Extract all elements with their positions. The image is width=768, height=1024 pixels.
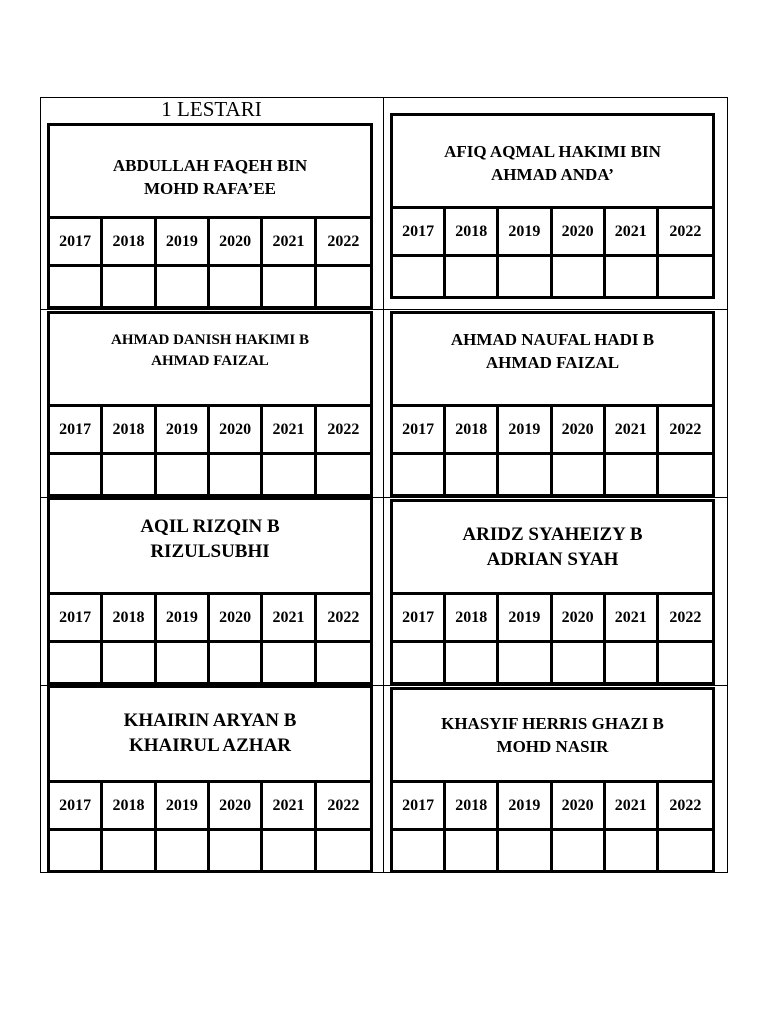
year-label: 2017 (50, 219, 103, 267)
year-grid (50, 216, 370, 306)
year-mark-box (606, 455, 659, 494)
year-label: 2021 (263, 595, 316, 643)
year-label: 2022 (659, 595, 712, 643)
year-label: 2019 (157, 219, 210, 267)
year-mark-box (606, 643, 659, 682)
year-label: 2018 (103, 595, 156, 643)
year-grid (50, 592, 370, 682)
year-mark-box (446, 643, 499, 682)
year-grid (50, 780, 370, 870)
year-mark-box (103, 643, 156, 682)
student-name (393, 690, 712, 780)
year-label: 2020 (553, 595, 606, 643)
year-mark-box (263, 267, 316, 306)
year-label: 2017 (393, 209, 446, 257)
year-mark-box (606, 831, 659, 870)
year-label: 2017 (393, 407, 446, 455)
student-card (47, 311, 373, 497)
year-mark-box (446, 455, 499, 494)
year-label: 2017 (50, 783, 103, 831)
student-name (50, 126, 370, 216)
year-label: 2019 (499, 783, 552, 831)
year-mark-box (50, 267, 103, 306)
student-card (47, 685, 373, 873)
year-label: 2018 (103, 783, 156, 831)
student-name-line2: AHMAD FAIZAL (151, 353, 269, 369)
year-mark-box (553, 257, 606, 296)
year-mark-box (553, 455, 606, 494)
year-label: 2021 (606, 595, 659, 643)
year-mark-box (659, 455, 712, 494)
year-label: 2020 (210, 783, 263, 831)
year-label: 2022 (659, 209, 712, 257)
year-mark-box (263, 455, 316, 494)
student-name (393, 502, 712, 592)
year-mark-box (499, 643, 552, 682)
student-name-line2: RIZULSUBHI (150, 541, 270, 562)
student-name (393, 314, 712, 404)
student-name-line2: MOHD NASIR (496, 737, 609, 756)
student-name-line1: ABDULLAH FAQEH BIN (112, 156, 308, 175)
year-mark-box (50, 831, 103, 870)
student-name-line2: AHMAD FAIZAL (485, 353, 620, 372)
year-label: 2019 (157, 407, 210, 455)
year-mark-box (317, 643, 370, 682)
student-name (393, 116, 712, 206)
year-mark-box (393, 455, 446, 494)
student-name-line1: AFIQ AQMAL HAKIMI BIN (444, 142, 661, 161)
year-mark-box (157, 455, 210, 494)
year-mark-box (317, 267, 370, 306)
year-grid (393, 206, 712, 296)
student-name-line2: MOHD RAFA’EE (143, 179, 277, 198)
year-mark-box (659, 257, 712, 296)
year-mark-box (103, 831, 156, 870)
year-label: 2021 (263, 783, 316, 831)
year-label: 2022 (659, 783, 712, 831)
year-grid (50, 404, 370, 494)
year-mark-box (210, 455, 263, 494)
year-mark-box (393, 643, 446, 682)
year-label: 2018 (103, 407, 156, 455)
year-mark-box (157, 831, 210, 870)
student-name-line1: AQIL RIZQIN B (140, 516, 280, 537)
student-name-line1: ARIDZ SYAHEIZY B (462, 524, 643, 545)
class-title: 1 LESTARI (161, 97, 262, 121)
year-label: 2018 (446, 595, 499, 643)
year-label: 2018 (446, 783, 499, 831)
year-mark-box (210, 267, 263, 306)
year-mark-box (317, 455, 370, 494)
student-name-line2: ADRIAN SYAH (486, 549, 619, 570)
year-label: 2018 (446, 407, 499, 455)
student-card (47, 497, 373, 685)
student-name (50, 500, 370, 592)
year-label: 2022 (317, 407, 370, 455)
year-label: 2020 (210, 595, 263, 643)
year-mark-box (263, 831, 316, 870)
year-label: 2021 (606, 783, 659, 831)
year-label: 2021 (263, 407, 316, 455)
year-mark-box (446, 831, 499, 870)
year-mark-box (606, 257, 659, 296)
year-label: 2017 (393, 595, 446, 643)
year-label: 2021 (606, 407, 659, 455)
year-mark-box (210, 831, 263, 870)
year-label: 2020 (553, 407, 606, 455)
year-mark-box (50, 455, 103, 494)
year-label: 2020 (553, 209, 606, 257)
year-mark-box (553, 643, 606, 682)
year-label: 2022 (317, 219, 370, 267)
student-card (390, 499, 715, 685)
year-label: 2019 (499, 595, 552, 643)
year-mark-box (263, 643, 316, 682)
year-label: 2019 (157, 595, 210, 643)
student-name-line1: AHMAD NAUFAL HADI B (450, 330, 655, 349)
year-label: 2018 (103, 219, 156, 267)
year-mark-box (103, 267, 156, 306)
year-label: 2021 (606, 209, 659, 257)
year-mark-box (553, 831, 606, 870)
student-name (50, 688, 370, 780)
year-label: 2022 (317, 595, 370, 643)
student-name-line1: KHAIRIN ARYAN B (123, 710, 297, 731)
year-mark-box (659, 643, 712, 682)
student-name (50, 314, 370, 404)
year-grid (393, 592, 712, 682)
year-label: 2020 (553, 783, 606, 831)
year-mark-box (499, 831, 552, 870)
year-label: 2019 (157, 783, 210, 831)
year-label: 2020 (210, 219, 263, 267)
year-mark-box (103, 455, 156, 494)
column-divider (383, 97, 384, 873)
year-label: 2018 (446, 209, 499, 257)
student-card (390, 311, 715, 497)
student-name-line2: KHAIRUL AZHAR (128, 735, 292, 756)
student-name-line2: AHMAD ANDA’ (491, 165, 614, 184)
student-name-line1: AHMAD DANISH HAKIMI B (111, 332, 309, 348)
year-mark-box (317, 831, 370, 870)
year-label: 2020 (210, 407, 263, 455)
year-mark-box (393, 831, 446, 870)
row-divider (40, 309, 728, 310)
year-label: 2017 (393, 783, 446, 831)
year-mark-box (393, 257, 446, 296)
year-label: 2022 (659, 407, 712, 455)
student-card (390, 113, 715, 299)
year-label: 2017 (50, 595, 103, 643)
year-label: 2019 (499, 209, 552, 257)
year-label: 2019 (499, 407, 552, 455)
year-mark-box (499, 257, 552, 296)
year-label: 2021 (263, 219, 316, 267)
year-mark-box (446, 257, 499, 296)
year-label: 2022 (317, 783, 370, 831)
year-mark-box (50, 643, 103, 682)
year-grid (393, 404, 712, 494)
year-mark-box (157, 643, 210, 682)
student-name-line1: KHASYIF HERRIS GHAZI B (441, 714, 664, 733)
year-mark-box (499, 455, 552, 494)
year-mark-box (210, 643, 263, 682)
student-card (390, 687, 715, 873)
year-grid (393, 780, 712, 870)
student-card (47, 123, 373, 309)
year-label: 2017 (50, 407, 103, 455)
year-mark-box (659, 831, 712, 870)
year-mark-box (157, 267, 210, 306)
